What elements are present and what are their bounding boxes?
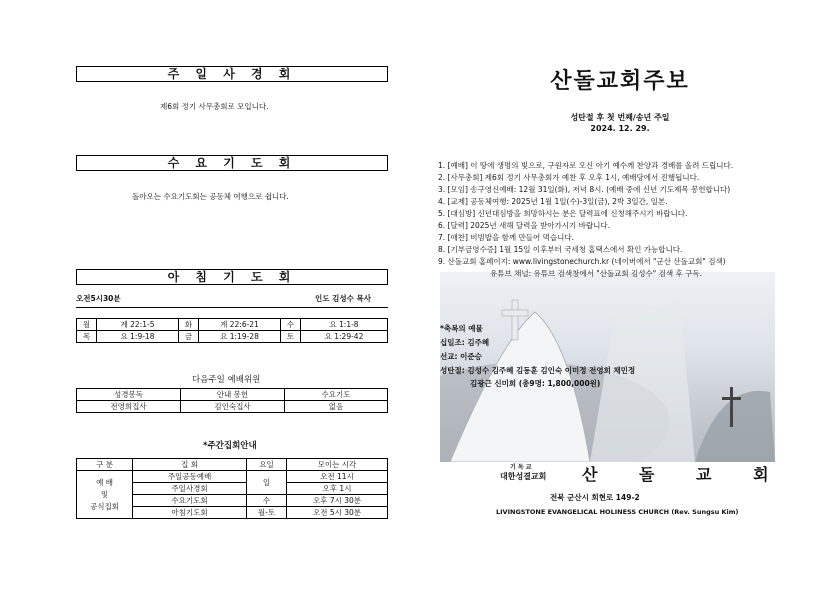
group-label-line: 예 배	[96, 477, 113, 487]
table-cell: 요 1:29-42	[301, 331, 388, 343]
table-cell: 목	[77, 331, 97, 343]
bulletin-title: 산돌교회주보	[550, 69, 690, 94]
table-row	[77, 459, 388, 471]
table-row	[77, 389, 388, 401]
table-cell: 월	[77, 319, 97, 331]
table-cell: 수요기도회	[133, 495, 247, 507]
group-label-line: 및	[100, 489, 109, 499]
list-item: 4. [교제] 공동체여행: 2025년 1월 1일(수)-3일(금), 2박 3일간, 일본.	[438, 197, 668, 206]
list-item: 8. [기부금영수증] 1월 15일 이후부터 국세청 홈택스에서 확인 가능합니다.	[438, 245, 683, 254]
table-row	[77, 401, 388, 413]
table-cell: 수	[247, 495, 287, 507]
table-cell: 전영희집사	[77, 401, 181, 413]
offering-line: 십일조: 김주혜	[440, 338, 490, 347]
next-week-title: 다음주일 예배위원	[192, 375, 261, 385]
table-cell: 요 1:9-18	[97, 331, 179, 343]
offering-title: *축복의 예물	[440, 324, 483, 333]
divider	[76, 307, 388, 308]
wednesday-section-title: 수 요 기 도 회	[76, 155, 388, 171]
bulletin-date: 2024. 12. 29.	[590, 124, 650, 133]
denomination: 대한성결교회	[500, 472, 547, 481]
group-label-line: 공식집회	[90, 501, 119, 511]
table-cell: 오후 1시	[287, 483, 388, 495]
table-header: 안내 봉헌	[181, 389, 285, 401]
table-header: 구 분	[77, 459, 133, 471]
church-english-name: LIVINGSTONE EVANGELICAL HOLINESS CHURCH (Rev. Sungsu Kim)	[496, 508, 739, 516]
table-cell: 일	[247, 471, 287, 495]
table-cell: 주일공동예배	[133, 471, 247, 483]
table-row	[77, 471, 388, 483]
list-item: 5. [대심방] 신년대심방을 희망하시는 분은 달력표에 신청해주시기 바랍니다.	[438, 209, 688, 218]
list-item: 1. [예배] 이 땅에 생명의 빛으로, 구원자로 오신 아기 예수께 찬양과 경배를 올려 드립니다.	[438, 161, 734, 170]
table-cell: 월-토	[247, 507, 287, 519]
table-cell: 화	[179, 319, 199, 331]
youtube-notice: 유튜브 채널: 유튜브 검색창에서 "산돌교회 김성수" 검색 후 구독.	[490, 269, 703, 278]
offering-line: 김광근 신미희 (총9명: 1,800,000원)	[470, 379, 601, 388]
table-header: 집 회	[133, 459, 247, 471]
readings-table	[76, 318, 388, 343]
worship-text: 제6회 정기 사무총회로 모입니다.	[160, 102, 269, 111]
offering-line: 선교: 이준승	[440, 352, 482, 361]
table-cell: 토	[281, 331, 301, 343]
morning-leader: 인도 김성수 목사	[315, 294, 371, 303]
table-cell: 오전 11시	[287, 471, 388, 483]
table-cell: 김인숙집사	[181, 401, 285, 413]
list-item: 3. [모임] 송구영신예배: 12월 31일(화), 저녁 8시. (예배 중에 신년 기도제목 봉헌합니다)	[438, 185, 731, 194]
table-row	[77, 331, 388, 343]
worship-section-title: 주 일 사 경 회	[76, 66, 388, 82]
table-header: 성경봉독	[77, 389, 181, 401]
table-cell: 계 22:6-21	[199, 319, 281, 331]
table-header: 요일	[247, 459, 287, 471]
wednesday-text: 돌아오는 수요기도회는 공동체 여행으로 쉽니다.	[132, 192, 289, 201]
list-item: 9. 산돌교회 홈페이지: www.livingstonechurch.kr (네이버에서 "군산 산돌교회" 검색)	[438, 257, 726, 266]
table-cell: 아침기도회	[133, 507, 247, 519]
table-cell: 오후 7시 30분	[287, 495, 388, 507]
table-header: 수요기도	[285, 389, 388, 401]
schedule-table	[76, 458, 388, 519]
table-cell: 계 22:1-5	[97, 319, 179, 331]
schedule-group-label	[77, 471, 133, 519]
denomination-top: 기 독 교	[510, 464, 532, 471]
table-cell: 없음	[285, 401, 388, 413]
offering-line: 성탄절: 김성수 김주혜 김동훈 김인숙 이미정 전영희 채민정	[440, 366, 636, 375]
bulletin-subtitle: 성탄절 후 첫 번째/송년 주일	[570, 113, 670, 122]
church-address: 전북 군산시 회현로 149-2	[550, 493, 640, 502]
list-item: 2. [사무총회] 제6회 정기 사무총회가 예찬 후 오후 1시, 예배당에서 진행됩니다.	[438, 173, 700, 182]
morning-section-title: 아 침 기 도 회	[76, 269, 388, 285]
table-cell: 요 1:1-8	[301, 319, 388, 331]
table-cell: 수	[281, 319, 301, 331]
table-cell: 오전 5시 30분	[287, 507, 388, 519]
list-item: 6. [달력] 2025년 새해 달력을 받아가시기 바랍니다.	[438, 221, 610, 230]
morning-time: 오전5시30분	[76, 294, 121, 303]
table-cell: 금	[179, 331, 199, 343]
schedule-title: *주간집회안내	[203, 441, 257, 451]
table-header: 모이는 시각	[287, 459, 388, 471]
notice-list	[438, 160, 778, 280]
list-item: 7. [애찬] 비빔밥을 함께 만들어 먹습니다.	[438, 233, 574, 242]
table-row	[77, 319, 388, 331]
table-cell: 주일사경회	[133, 483, 247, 495]
next-week-table	[76, 388, 388, 413]
church-name: 산 돌 교 회	[582, 465, 787, 484]
table-cell: 요 1:19-28	[199, 331, 281, 343]
